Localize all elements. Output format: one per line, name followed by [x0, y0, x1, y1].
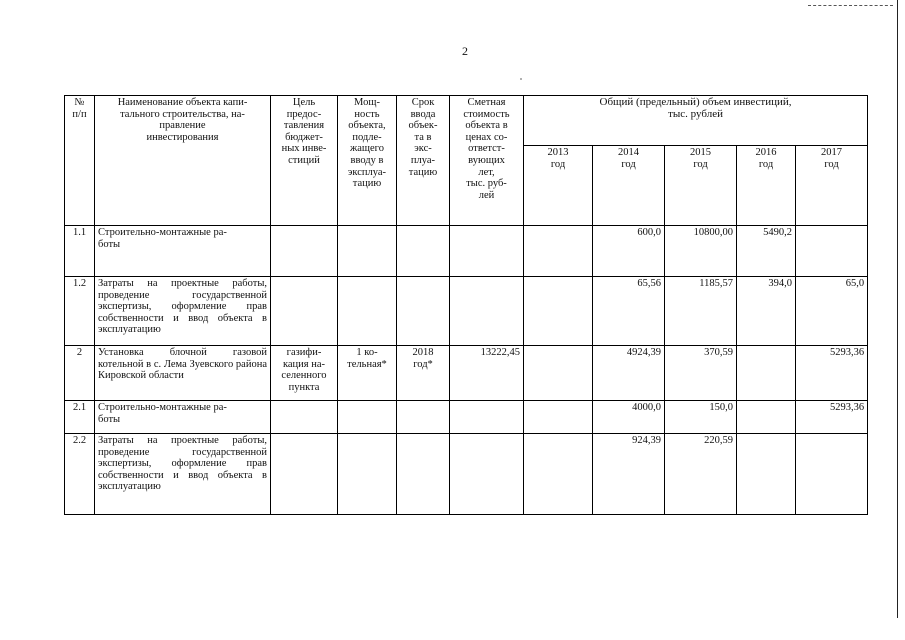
cell-2017 [796, 226, 868, 277]
cell-cost: 13222,45 [450, 346, 524, 401]
cell-2013 [524, 226, 593, 277]
scan-mark [808, 5, 893, 7]
cell-cost [450, 226, 524, 277]
page-edge-line [897, 0, 898, 618]
table-row [65, 346, 868, 401]
cell-2013 [524, 346, 593, 401]
header-year-2016: 2016 год [737, 146, 796, 226]
cell-capacity [338, 277, 397, 346]
cell-name: Строительно-монтажные ра- боты [95, 226, 271, 277]
cell-capacity [338, 434, 397, 515]
cell-2016 [737, 434, 796, 515]
cell-deadline [397, 434, 450, 515]
cell-purpose [271, 226, 338, 277]
cell-deadline [397, 226, 450, 277]
cell-2014: 600,0 [593, 226, 665, 277]
cell-2017: 5293,36 [796, 401, 868, 434]
cell-2014: 4000,0 [593, 401, 665, 434]
cell-name: Затраты на проектные работы, проведение государственной экспертизы, оформление прав собственности и ввод объекта в эксплуатацию [95, 277, 271, 346]
cell-2015: 1185,57 [665, 277, 737, 346]
header-year-2013: 2013 год [524, 146, 593, 226]
header-capacity: Мощ- ность объекта, подле- жащего вводу в эксплуа- тацию [338, 96, 397, 226]
cell-cost [450, 277, 524, 346]
cell-num: 2.1 [65, 401, 95, 434]
cell-2014: 4924,39 [593, 346, 665, 401]
header-deadline: Срок ввода объек- та в экс- плуа- тацию [397, 96, 450, 226]
header-name: Наименование объекта капи- тального строительства, на- правление инвестирования [95, 96, 271, 226]
cell-name: Строительно-монтажные ра- боты [95, 401, 271, 434]
cell-purpose: газифи- кация на- селенного пункта [271, 346, 338, 401]
table-row [65, 434, 868, 515]
header-total-investment: Общий (предельный) объем инвестиций, тыс. рублей [524, 96, 868, 146]
cell-2017: 65,0 [796, 277, 868, 346]
cell-2015: 150,0 [665, 401, 737, 434]
cell-2015: 10800,00 [665, 226, 737, 277]
cell-2016: 394,0 [737, 277, 796, 346]
table-row [65, 401, 868, 434]
investment-table [64, 95, 868, 515]
cell-num: 1.1 [65, 226, 95, 277]
header-year-2014: 2014 год [593, 146, 665, 226]
cell-deadline [397, 401, 450, 434]
cell-cost [450, 434, 524, 515]
cell-2015: 370,59 [665, 346, 737, 401]
header-row-1 [65, 96, 868, 146]
header-purpose: Цель предос- тавления бюджет- ных инве- стиций [271, 96, 338, 226]
header-cost: Сметная стоимость объекта в ценах со- ответст- вующих лет, тыс. руб- лей [450, 96, 524, 226]
cell-2017: 5293,36 [796, 346, 868, 401]
cell-2016: 5490,2 [737, 226, 796, 277]
cell-num: 2.2 [65, 434, 95, 515]
cell-purpose [271, 401, 338, 434]
cell-2013 [524, 434, 593, 515]
header-year-2017: 2017 год [796, 146, 868, 226]
header-num: № п/п [65, 96, 95, 226]
header-year-2015: 2015 год [665, 146, 737, 226]
cell-2014: 924,39 [593, 434, 665, 515]
scan-speck [520, 78, 522, 80]
cell-cost [450, 401, 524, 434]
cell-2016 [737, 346, 796, 401]
cell-purpose [271, 277, 338, 346]
cell-2016 [737, 401, 796, 434]
cell-deadline: 2018 год* [397, 346, 450, 401]
cell-2015: 220,59 [665, 434, 737, 515]
cell-name: Затраты на проектные работы, проведение государственной экспертизы, оформление прав собственности и ввод объекта в эксплуатацию [95, 434, 271, 515]
cell-num: 2 [65, 346, 95, 401]
cell-purpose [271, 434, 338, 515]
cell-2013 [524, 277, 593, 346]
cell-deadline [397, 277, 450, 346]
cell-num: 1.2 [65, 277, 95, 346]
cell-name: Установка блочной газовой котельной в с. Лема Зуевского района Кировской области [95, 346, 271, 401]
cell-2013 [524, 401, 593, 434]
cell-2017 [796, 434, 868, 515]
cell-capacity [338, 401, 397, 434]
table-row [65, 226, 868, 277]
table-row [65, 277, 868, 346]
cell-capacity [338, 226, 397, 277]
cell-2014: 65,56 [593, 277, 665, 346]
page-number: 2 [462, 44, 468, 58]
cell-capacity: 1 ко- тельная* [338, 346, 397, 401]
